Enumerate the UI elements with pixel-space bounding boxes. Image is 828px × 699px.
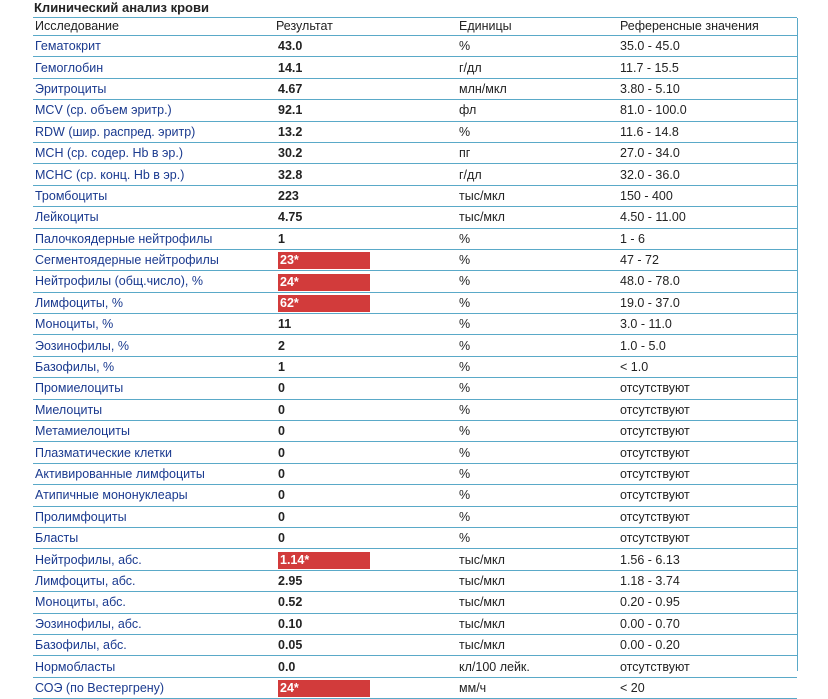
- unit-value: %: [459, 399, 620, 420]
- unit-value: фл: [459, 100, 620, 121]
- results-table: [33, 17, 797, 699]
- unit-value: %: [459, 292, 620, 313]
- test-name: MCV (ср. объем эритр.): [33, 100, 276, 121]
- abnormal-result-badge: 23*: [278, 252, 370, 269]
- unit-value: %: [459, 121, 620, 142]
- test-name: Лимфоциты, %: [33, 292, 276, 313]
- table-row: [33, 656, 797, 677]
- result-cell-flagged: [276, 549, 459, 570]
- unit-value: %: [459, 442, 620, 463]
- table-row: [33, 335, 797, 356]
- reference-range: 27.0 - 34.0: [620, 142, 797, 163]
- test-name: Палочкоядерные нейтрофилы: [33, 228, 276, 249]
- table-row: [33, 527, 797, 548]
- reference-range: 11.7 - 15.5: [620, 57, 797, 78]
- result-cell-flagged: [276, 249, 459, 270]
- reference-range: 11.6 - 14.8: [620, 121, 797, 142]
- unit-value: %: [459, 356, 620, 377]
- unit-value: тыс/мкл: [459, 570, 620, 591]
- result-value: 0: [276, 421, 459, 442]
- unit-value: %: [459, 335, 620, 356]
- reference-range: отсутствуют: [620, 399, 797, 420]
- table-row: [33, 506, 797, 527]
- unit-value: мм/ч: [459, 677, 620, 698]
- test-name: Нормобласты: [33, 656, 276, 677]
- test-name: Лимфоциты, абс.: [33, 570, 276, 591]
- test-name: СОЭ (по Вестергрену): [33, 677, 276, 698]
- table-row: [33, 356, 797, 377]
- result-value: 0: [276, 378, 459, 399]
- unit-value: %: [459, 271, 620, 292]
- unit-value: %: [459, 463, 620, 484]
- table-row: [33, 164, 797, 185]
- test-name: Эозинофилы, %: [33, 335, 276, 356]
- table-row: [33, 100, 797, 121]
- result-value: 0: [276, 463, 459, 484]
- result-value: 0: [276, 442, 459, 463]
- table-row: [33, 228, 797, 249]
- header-name: Исследование: [33, 18, 276, 36]
- table-row: [33, 78, 797, 99]
- table-row: [33, 314, 797, 335]
- test-name: Тромбоциты: [33, 185, 276, 206]
- test-name: Гематокрит: [33, 36, 276, 57]
- result-value: 13.2: [276, 121, 459, 142]
- unit-value: %: [459, 249, 620, 270]
- reference-range: 1.0 - 5.0: [620, 335, 797, 356]
- result-value: 0: [276, 399, 459, 420]
- result-value: 0.52: [276, 592, 459, 613]
- test-name: Базофилы, %: [33, 356, 276, 377]
- table-row: [33, 249, 797, 270]
- table-row: [33, 121, 797, 142]
- table-row: [33, 378, 797, 399]
- abnormal-result-badge: 62*: [278, 295, 370, 312]
- test-name: MCHC (ср. конц. Hb в эр.): [33, 164, 276, 185]
- test-name: Эритроциты: [33, 78, 276, 99]
- test-name: Миелоциты: [33, 399, 276, 420]
- reference-range: 0.00 - 0.20: [620, 634, 797, 655]
- result-cell-flagged: [276, 292, 459, 313]
- result-cell-flagged: [276, 271, 459, 292]
- unit-value: г/дл: [459, 57, 620, 78]
- test-name: Гемоглобин: [33, 57, 276, 78]
- reference-range: 3.80 - 5.10: [620, 78, 797, 99]
- result-value: 30.2: [276, 142, 459, 163]
- reference-range: отсутствуют: [620, 656, 797, 677]
- result-value: 0.0: [276, 656, 459, 677]
- unit-value: %: [459, 421, 620, 442]
- table-header-row: [33, 18, 797, 36]
- table-right-border: [797, 18, 798, 671]
- result-value: 1: [276, 228, 459, 249]
- table-row: [33, 592, 797, 613]
- unit-value: %: [459, 485, 620, 506]
- unit-value: тыс/мкл: [459, 634, 620, 655]
- table-row: [33, 57, 797, 78]
- table-row: [33, 677, 797, 698]
- table-row: [33, 36, 797, 57]
- test-name: MCH (ср. содер. Hb в эр.): [33, 142, 276, 163]
- reference-range: отсутствуют: [620, 378, 797, 399]
- test-name: Атипичные мононуклеары: [33, 485, 276, 506]
- table-row: [33, 549, 797, 570]
- reference-range: отсутствуют: [620, 421, 797, 442]
- reference-range: < 1.0: [620, 356, 797, 377]
- result-value: 32.8: [276, 164, 459, 185]
- test-name: Активированные лимфоциты: [33, 463, 276, 484]
- result-value: 4.75: [276, 207, 459, 228]
- test-name: RDW (шир. распред. эритр): [33, 121, 276, 142]
- unit-value: %: [459, 527, 620, 548]
- abnormal-result-badge: 1.14*: [278, 552, 370, 569]
- reference-range: 0.00 - 0.70: [620, 613, 797, 634]
- unit-value: тыс/мкл: [459, 549, 620, 570]
- result-value: 0: [276, 506, 459, 527]
- table-row: [33, 421, 797, 442]
- reference-range: 19.0 - 37.0: [620, 292, 797, 313]
- reference-range: 47 - 72: [620, 249, 797, 270]
- reference-range: 1.18 - 3.74: [620, 570, 797, 591]
- result-value: 1: [276, 356, 459, 377]
- unit-value: тыс/мкл: [459, 185, 620, 206]
- unit-value: тыс/мкл: [459, 207, 620, 228]
- reference-range: 35.0 - 45.0: [620, 36, 797, 57]
- reference-range: отсутствуют: [620, 506, 797, 527]
- abnormal-result-badge: 24*: [278, 680, 370, 697]
- test-name: Эозинофилы, абс.: [33, 613, 276, 634]
- unit-value: %: [459, 506, 620, 527]
- reference-range: 32.0 - 36.0: [620, 164, 797, 185]
- table-row: [33, 292, 797, 313]
- test-name: Нейтрофилы, абс.: [33, 549, 276, 570]
- result-value: 92.1: [276, 100, 459, 121]
- test-name: Базофилы, абс.: [33, 634, 276, 655]
- reference-range: 1 - 6: [620, 228, 797, 249]
- result-value: 43.0: [276, 36, 459, 57]
- reference-range: отсутствуют: [620, 485, 797, 506]
- reference-range: отсутствуют: [620, 463, 797, 484]
- header-unit: Единицы: [459, 18, 620, 36]
- test-name: Лейкоциты: [33, 207, 276, 228]
- test-name: Сегментоядерные нейтрофилы: [33, 249, 276, 270]
- table-row: [33, 271, 797, 292]
- reference-range: 1.56 - 6.13: [620, 549, 797, 570]
- header-ref: Референсные значения: [620, 18, 797, 36]
- result-value: 0.05: [276, 634, 459, 655]
- result-value: 0: [276, 527, 459, 548]
- unit-value: пг: [459, 142, 620, 163]
- test-name: Промиелоциты: [33, 378, 276, 399]
- unit-value: тыс/мкл: [459, 613, 620, 634]
- test-name: Моноциты, %: [33, 314, 276, 335]
- table-row: [33, 142, 797, 163]
- report-title: Клинический анализ крови: [34, 0, 209, 15]
- header-result: Результат: [276, 18, 459, 36]
- table-row: [33, 485, 797, 506]
- unit-value: г/дл: [459, 164, 620, 185]
- table-row: [33, 185, 797, 206]
- result-value: 0.10: [276, 613, 459, 634]
- unit-value: %: [459, 228, 620, 249]
- abnormal-result-badge: 24*: [278, 274, 370, 291]
- reference-range: 3.0 - 11.0: [620, 314, 797, 335]
- reference-range: отсутствуют: [620, 527, 797, 548]
- unit-value: млн/мкл: [459, 78, 620, 99]
- result-cell-flagged: [276, 677, 459, 698]
- table-row: [33, 442, 797, 463]
- result-value: 2: [276, 335, 459, 356]
- reference-range: < 20: [620, 677, 797, 698]
- test-name: Нейтрофилы (общ.число), %: [33, 271, 276, 292]
- table-row: [33, 613, 797, 634]
- reference-range: 150 - 400: [620, 185, 797, 206]
- unit-value: кл/100 лейк.: [459, 656, 620, 677]
- test-name: Метамиелоциты: [33, 421, 276, 442]
- unit-value: %: [459, 36, 620, 57]
- result-value: 14.1: [276, 57, 459, 78]
- table-row: [33, 207, 797, 228]
- test-name: Бласты: [33, 527, 276, 548]
- table-row: [33, 634, 797, 655]
- result-value: 11: [276, 314, 459, 335]
- table-row: [33, 570, 797, 591]
- result-value: 0: [276, 485, 459, 506]
- table-row: [33, 399, 797, 420]
- test-name: Пролимфоциты: [33, 506, 276, 527]
- reference-range: 0.20 - 0.95: [620, 592, 797, 613]
- result-value: 223: [276, 185, 459, 206]
- unit-value: %: [459, 378, 620, 399]
- test-name: Моноциты, абс.: [33, 592, 276, 613]
- reference-range: 4.50 - 11.00: [620, 207, 797, 228]
- reference-range: отсутствуют: [620, 442, 797, 463]
- result-value: 2.95: [276, 570, 459, 591]
- unit-value: %: [459, 314, 620, 335]
- reference-range: 48.0 - 78.0: [620, 271, 797, 292]
- result-value: 4.67: [276, 78, 459, 99]
- table-row: [33, 463, 797, 484]
- reference-range: 81.0 - 100.0: [620, 100, 797, 121]
- unit-value: тыс/мкл: [459, 592, 620, 613]
- test-name: Плазматические клетки: [33, 442, 276, 463]
